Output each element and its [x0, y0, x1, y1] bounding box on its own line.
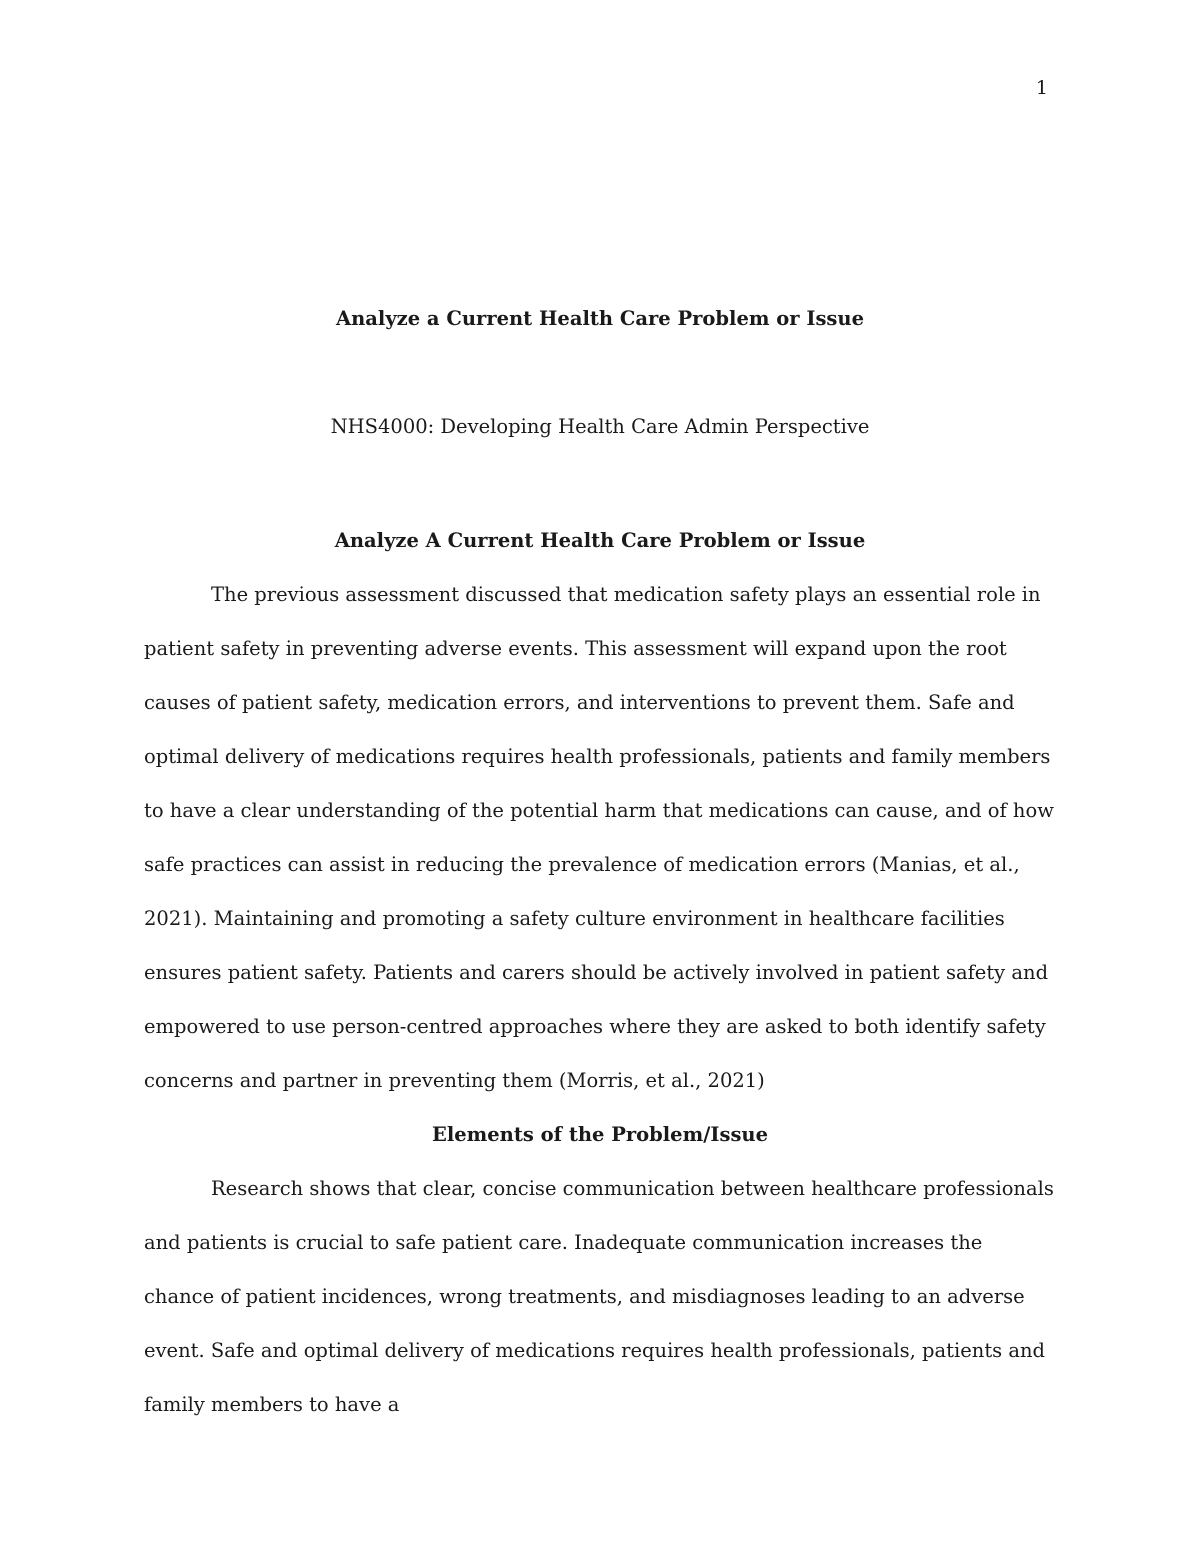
document-body [144, 514, 1056, 1432]
cover-title: Analyze a Current Health Care Problem or Issue [335, 307, 864, 330]
section-heading-intro: Analyze A Current Health Care Problem or Issue [334, 529, 866, 552]
section-heading-elements: Elements of the Problem/Issue [431, 1123, 769, 1146]
intro-paragraph: The previous assessment discussed that medication safety plays an essential role in patient safety in preventing adverse events. This assessment will expand upon the root causes of patient safety, medication errors, and interventions to prevent them. Safe and optimal delivery of medications requires health professionals, patients and family members to have a clear understanding of the potential harm that medications can cause, and of how safe practices can assist in reducing the prevalence of medication errors (Manias, et al., 2021). Maintaining and promoting a safety culture environment in healthcare facilities ensures patient safety. Patients and carers should be actively involved in patient safety and empowered to use person-centred approaches where they are asked to both identify safety concerns and partner in preventing them (Morris, et al., 2021) [144, 583, 1054, 1092]
course-name: NHS4000: Developing Health Care Admin Perspective [330, 415, 870, 438]
elements-paragraph: Research shows that clear, concise communication between healthcare professionals and patients is crucial to safe patient care. Inadequate communication increases the chance of patient incidences, wrong treatments, and misdiagnoses leading to an adverse event. Safe and optimal delivery of medications requires health professionals, patients and family members to have a [144, 1177, 1054, 1416]
page-number: 1 [1035, 77, 1048, 99]
